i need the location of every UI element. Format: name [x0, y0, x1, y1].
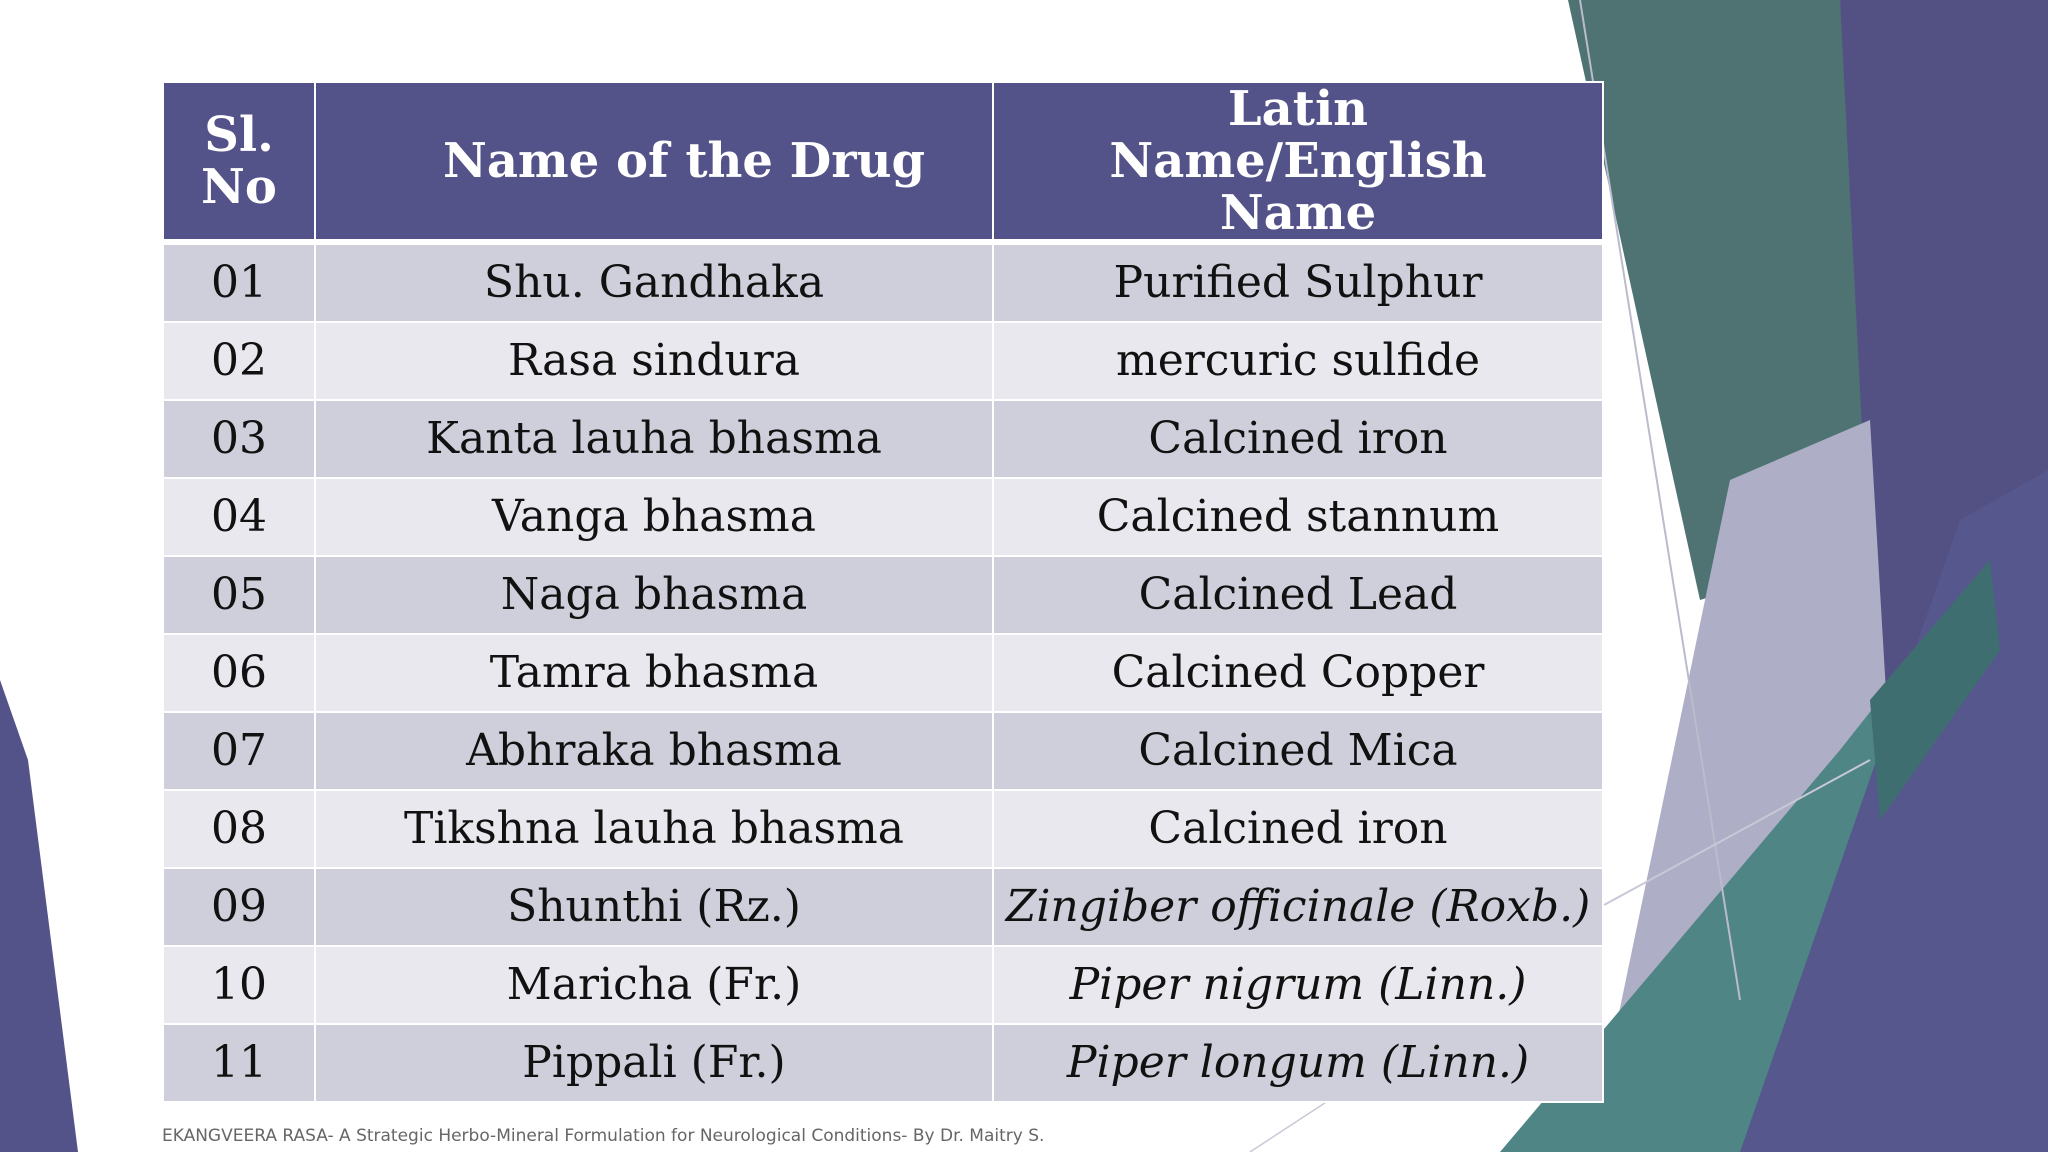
cell-latin-name: Calcined Copper: [993, 634, 1603, 712]
header-drug-name: Name of the Drug: [315, 82, 993, 242]
cell-drug-name: Abhraka bhasma: [315, 712, 993, 790]
cell-drug-name: Maricha (Fr.): [315, 946, 993, 1024]
cell-latin-name: mercuric sulfide: [993, 322, 1603, 400]
cell-sl-no: 03: [163, 400, 315, 478]
cell-sl-no: 09: [163, 868, 315, 946]
cell-sl-no: 08: [163, 790, 315, 868]
table-row: [163, 1024, 1603, 1102]
cell-sl-no: 04: [163, 478, 315, 556]
table-body: [163, 242, 1603, 1102]
table-row: [163, 478, 1603, 556]
cell-drug-name: Shunthi (Rz.): [315, 868, 993, 946]
table-row: [163, 790, 1603, 868]
table-row: [163, 946, 1603, 1024]
cell-drug-name: Pippali (Fr.): [315, 1024, 993, 1102]
table-row: [163, 322, 1603, 400]
cell-sl-no: 05: [163, 556, 315, 634]
cell-latin-name: Calcined iron: [993, 790, 1603, 868]
slide-footer: EKANGVEERA RASA- A Strategic Herbo-Mineral Formulation for Neurological Conditions- By Dr. Maitry S.: [162, 1126, 1045, 1146]
table-row: [163, 634, 1603, 712]
cell-drug-name: Naga bhasma: [315, 556, 993, 634]
table-row: [163, 242, 1603, 322]
cell-drug-name: Shu. Gandhaka: [315, 242, 993, 322]
cell-latin-name: Zingiber officinale (Roxb.): [993, 868, 1603, 946]
deco-left-wedge: [0, 680, 78, 1152]
drug-table: [162, 81, 1604, 1103]
table-row: [163, 712, 1603, 790]
cell-sl-no: 01: [163, 242, 315, 322]
header-latin-name: Latin Name/English Name: [993, 82, 1603, 242]
cell-drug-name: Tamra bhasma: [315, 634, 993, 712]
cell-sl-no: 06: [163, 634, 315, 712]
cell-sl-no: 02: [163, 322, 315, 400]
cell-drug-name: Tikshna lauha bhasma: [315, 790, 993, 868]
cell-drug-name: Vanga bhasma: [315, 478, 993, 556]
table-row: [163, 556, 1603, 634]
cell-drug-name: Rasa sindura: [315, 322, 993, 400]
header-sl-no: Sl. No: [163, 82, 315, 242]
table-row: [163, 400, 1603, 478]
cell-latin-name: Calcined iron: [993, 400, 1603, 478]
table-row: [163, 868, 1603, 946]
cell-latin-name: Piper longum (Linn.): [993, 1024, 1603, 1102]
cell-latin-name: Piper nigrum (Linn.): [993, 946, 1603, 1024]
cell-drug-name: Kanta lauha bhasma: [315, 400, 993, 478]
table-header-row: [163, 82, 1603, 242]
cell-latin-name: Calcined stannum: [993, 478, 1603, 556]
cell-latin-name: Calcined Lead: [993, 556, 1603, 634]
cell-latin-name: Calcined Mica: [993, 712, 1603, 790]
cell-sl-no: 10: [163, 946, 315, 1024]
cell-sl-no: 07: [163, 712, 315, 790]
cell-sl-no: 11: [163, 1024, 315, 1102]
cell-latin-name: Purified Sulphur: [993, 242, 1603, 322]
